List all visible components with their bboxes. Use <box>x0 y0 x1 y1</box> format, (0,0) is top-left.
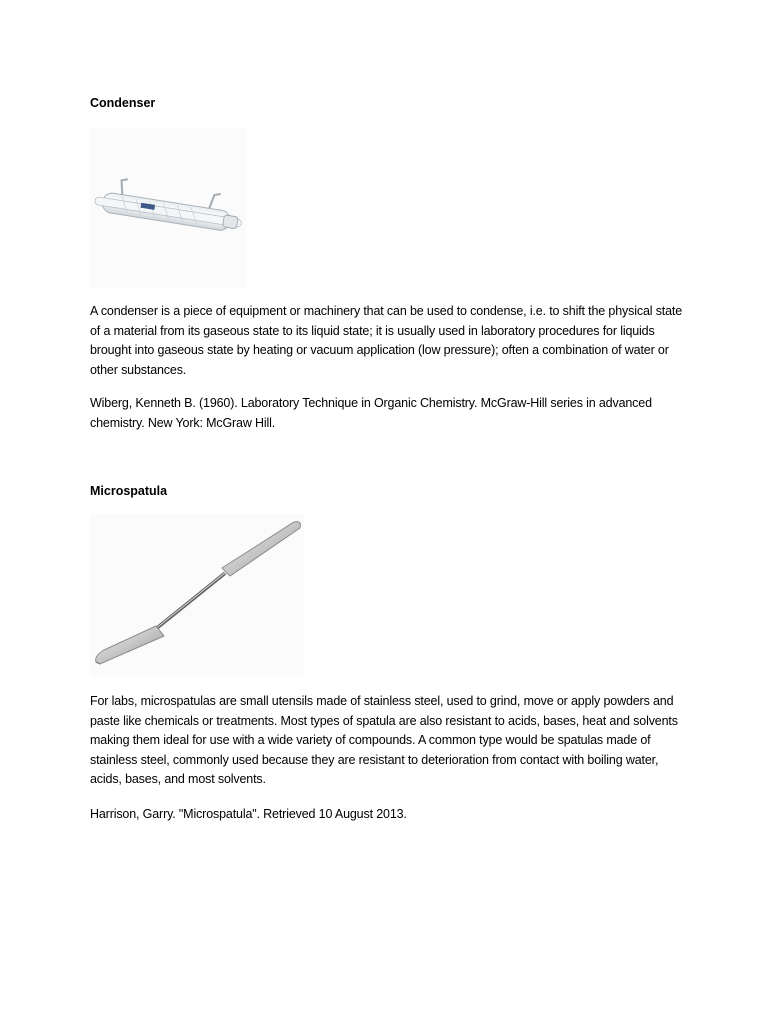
microspatula-heading: Microspatula <box>90 484 168 498</box>
condenser-description: A condenser is a piece of equipment or machinery that can be used to condense, i.e. to shift the physical state of a material from its gaseous state to its liquid state; it is usually used in laboratory procedures for liquids brought into gaseous state by heating or vacuum application (low pressure); often a combination of water or other substances. <box>90 304 683 377</box>
microspatula-citation: Harrison, Garry. "Microspatula". Retrieved 10 August 2013. <box>90 807 407 821</box>
condenser-image <box>90 128 246 288</box>
condenser-citation: Wiberg, Kenneth B. (1960). Laboratory Technique in Organic Chemistry. McGraw-Hill series in advanced chemistry. New York: McGraw Hill. <box>90 396 652 430</box>
condenser-illustration <box>90 128 246 288</box>
condenser-heading: Condenser <box>90 96 156 110</box>
microspatula-description: For labs, microspatulas are small utensils made of stainless steel, used to grind, move or apply powders and paste like chemicals or treatments. Most types of spatula are also resistant to acids, bases, heat and solvents making them ideal for use with a wide variety of compounds. A common type would be spatulas made of stainless steel, commonly used because they are resistant to deterioration from contact with boiling water, acids, bases, and most solvents. <box>90 694 678 787</box>
microspatula-illustration <box>90 514 304 676</box>
microspatula-image <box>90 514 304 676</box>
